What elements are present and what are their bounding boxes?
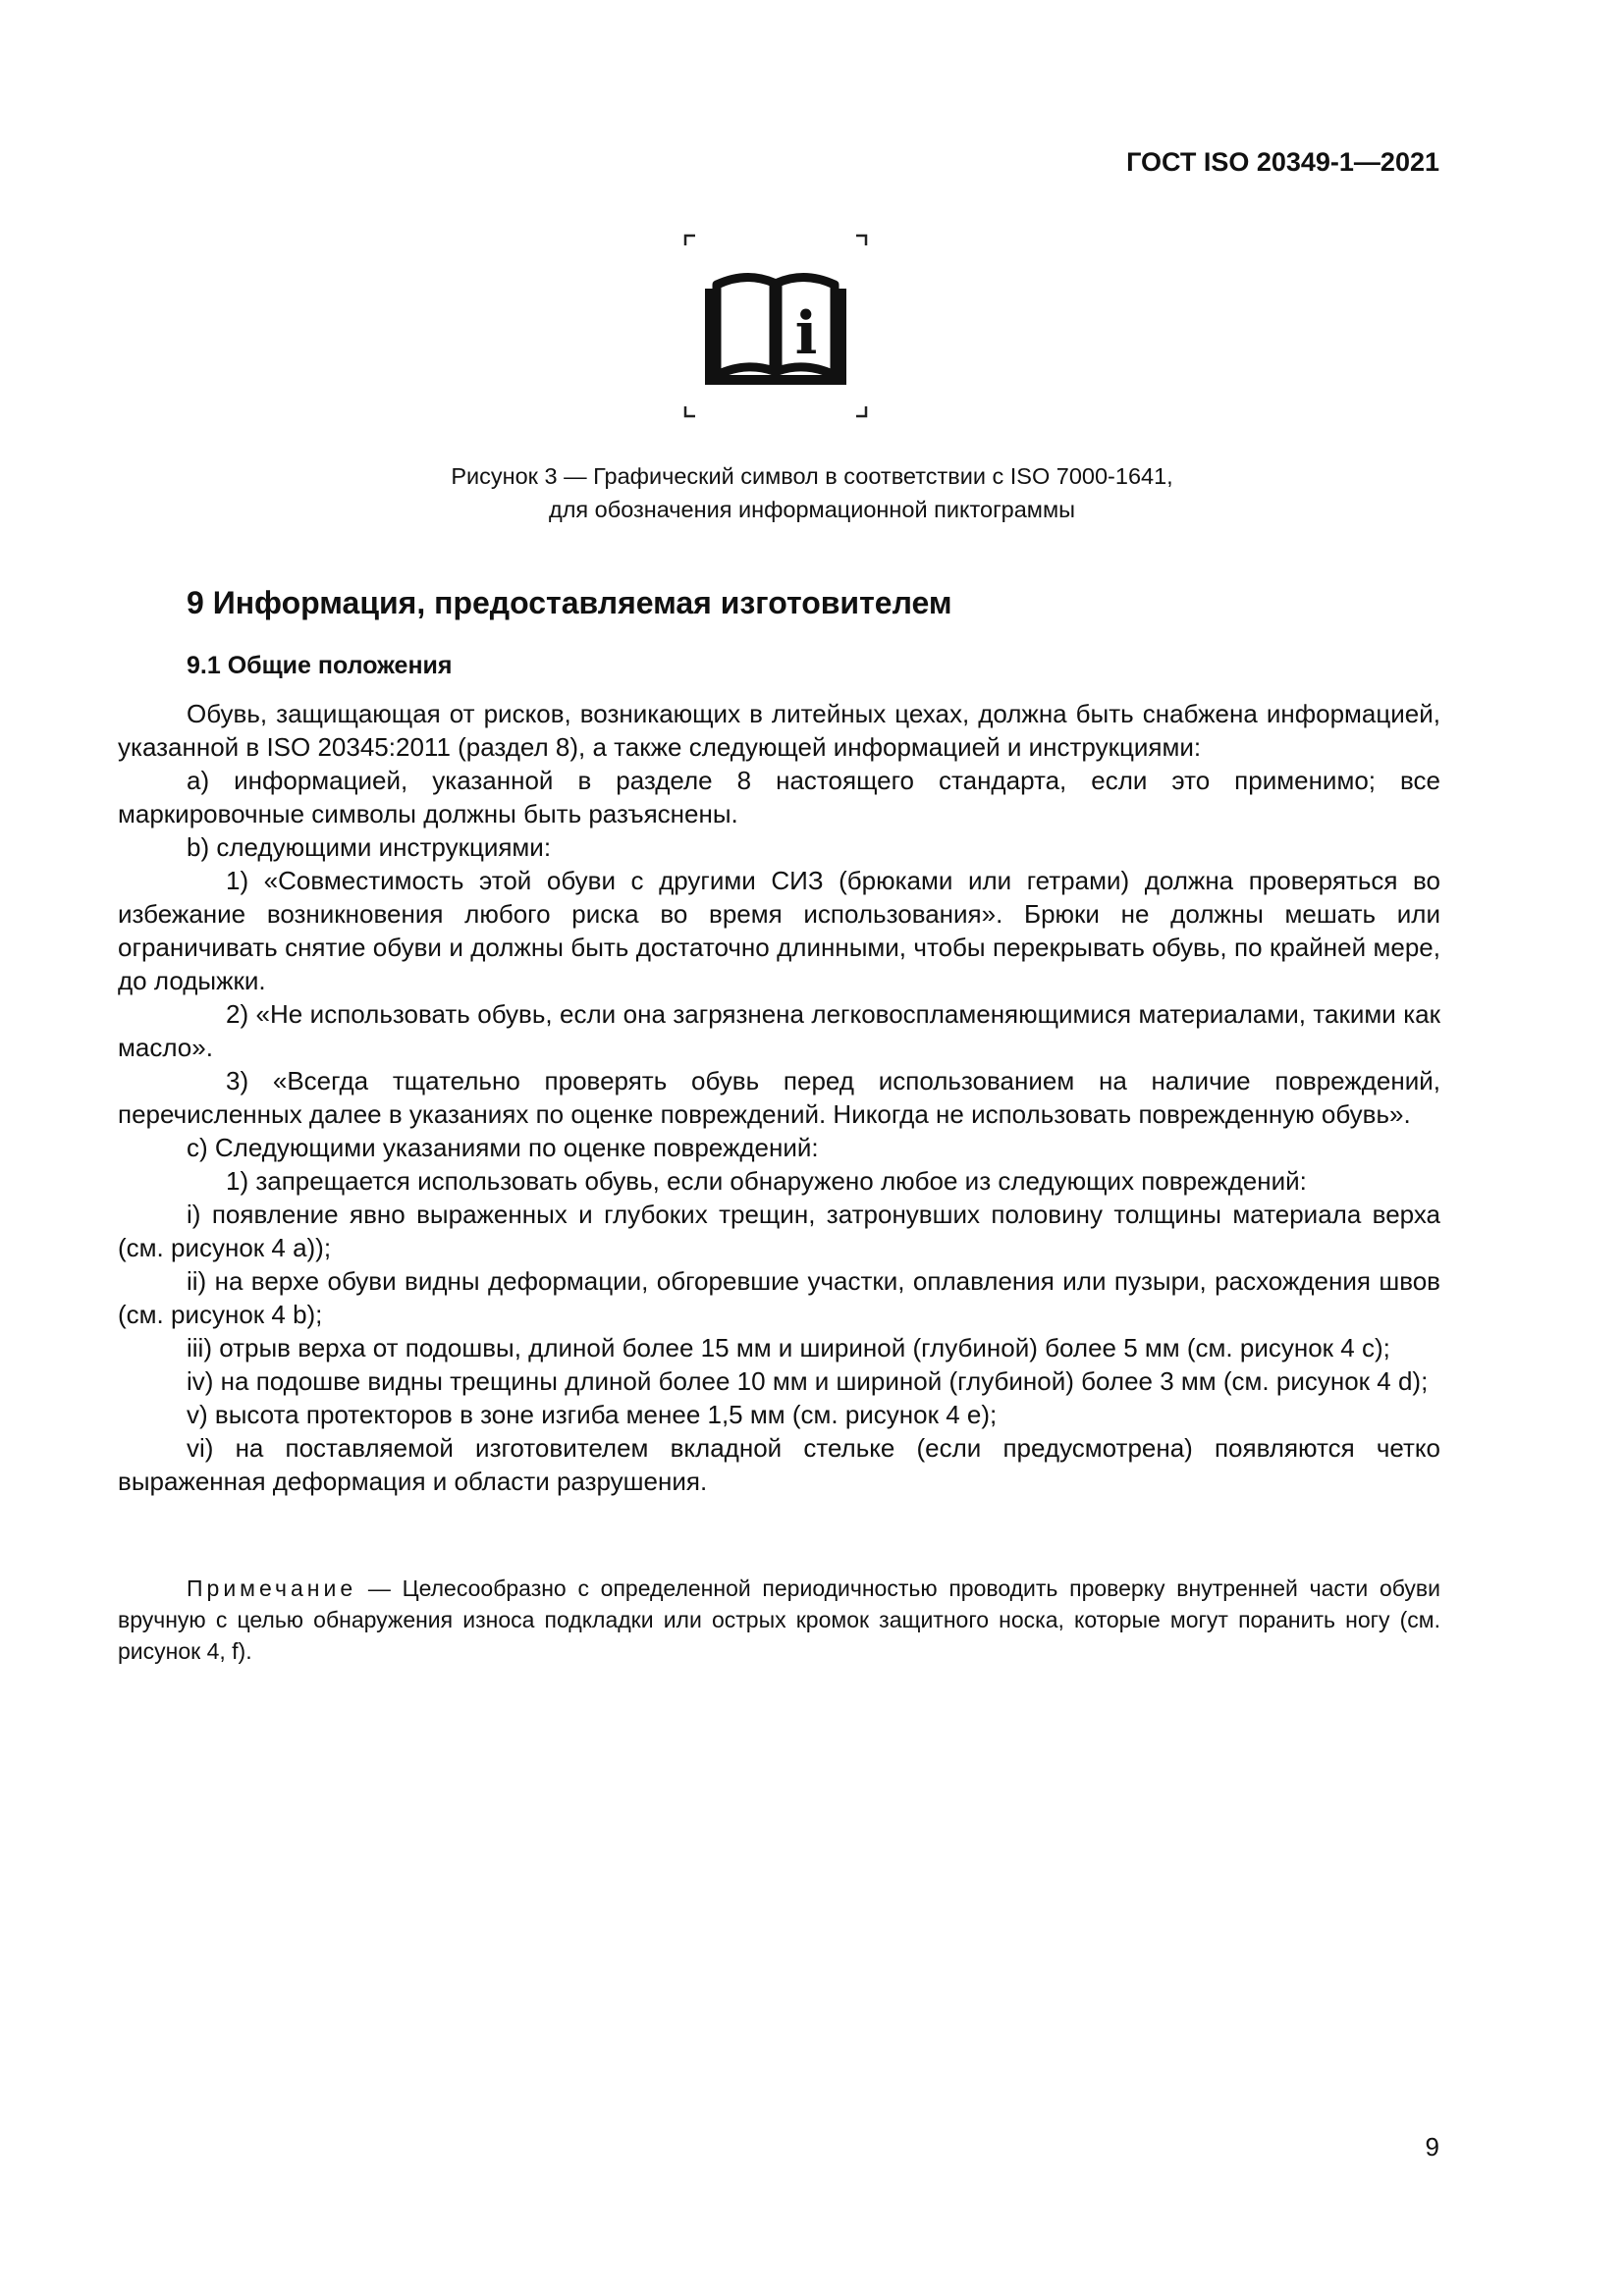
paragraph: Обувь, защищающая от рисков, возникающих в литейных цехах, должна быть снабжена информацией, указанной в ISO 20345:2011 (раздел 8), а также следующей информацией и инструкциями: — [118, 699, 1440, 762]
figure-caption-line-2: для обозначения информационной пиктограммы — [548, 497, 1075, 522]
list-item-b: b) следующими инструкциями: — [187, 832, 552, 862]
section-title: 9 Информация, предоставляемая изготовителем — [187, 585, 952, 620]
subsection-title: 9.1 Общие положения — [187, 652, 453, 679]
page-number: 9 — [1425, 2132, 1439, 2162]
note-text: — Целесообразно с определенной периодичностью проводить проверку внутренней части обуви вручную с целью обнаружения износа подкладки или острых кромок защитного носка, которые могут поранить ногу (см. рисунок 4, f). — [118, 1575, 1440, 1664]
list-item-c: c) Следующими указаниями по оценке повреждений: — [187, 1133, 819, 1162]
book-shape — [705, 277, 846, 385]
note-label: Примечание — [187, 1575, 357, 1601]
book-info-icon — [677, 228, 874, 424]
list-item-v: v) высота протекторов в зоне изгиба менее 1,5 мм (см. рисунок 4 e); — [187, 1400, 998, 1429]
list-item-b3: 3) «Всегда тщательно проверять обувь перед использованием на наличие повреждений, перечисленных далее в указаниях по оценке повреждений. Никогда не использовать поврежденную обувь». — [118, 1066, 1440, 1129]
list-item-a: a) информацией, указанной в разделе 8 настоящего стандарта, если это применимо; все маркировочные символы должны быть разъяснены. — [118, 766, 1440, 828]
list-item-iii: iii) отрыв верха от подошвы, длиной более 15 мм и шириной (глубиной) более 5 мм (см. рисунок 4 c); — [187, 1333, 1390, 1362]
list-item-iv: iv) на подошве видны трещины длиной более 10 мм и шириной (глубиной) более 3 мм (см. рисунок 4 d); — [187, 1366, 1429, 1396]
note — [118, 1573, 1440, 1667]
list-item-c1: 1) запрещается использовать обувь, если обнаружено любое из следующих повреждений: — [226, 1166, 1307, 1196]
body-text — [118, 697, 1440, 1498]
list-item-vi: vi) на поставляемой изготовителем вкладной стельке (если предусмотрена) появляются четко выраженная деформация и области разрушения. — [118, 1433, 1440, 1496]
figure-caption-line-1: Рисунок 3 — Графический символ в соответствии с ISO 7000-1641, — [451, 463, 1173, 489]
list-item-ii: ii) на верхе обуви видны деформации, обгоревшие участки, оплавления или пузыри, расхождения швов (см. рисунок 4 b); — [118, 1266, 1440, 1329]
document-header: ГОСТ ISO 20349-1—2021 — [1126, 147, 1439, 177]
info-letter: i — [794, 299, 818, 368]
list-item-b1: 1) «Совместимость этой обуви с другими СИЗ (брюками или гетрами) должна проверяться во избежание возникновения любого риска во время использования». Брюки не должны мешать или ограничивать снятие обуви и должны быть достаточно длинными, чтобы перекрывать обувь, по крайней мере, до лодыжки. — [118, 866, 1440, 995]
list-item-b2: 2) «Не использовать обувь, если она загрязнена легковоспламеняющимися материалами, такими как масло». — [118, 999, 1440, 1062]
figure-caption — [0, 459, 1624, 526]
list-item-i: i) появление явно выраженных и глубоких трещин, затронувших половину толщины материала верха (см. рисунок 4 a)); — [118, 1200, 1440, 1262]
